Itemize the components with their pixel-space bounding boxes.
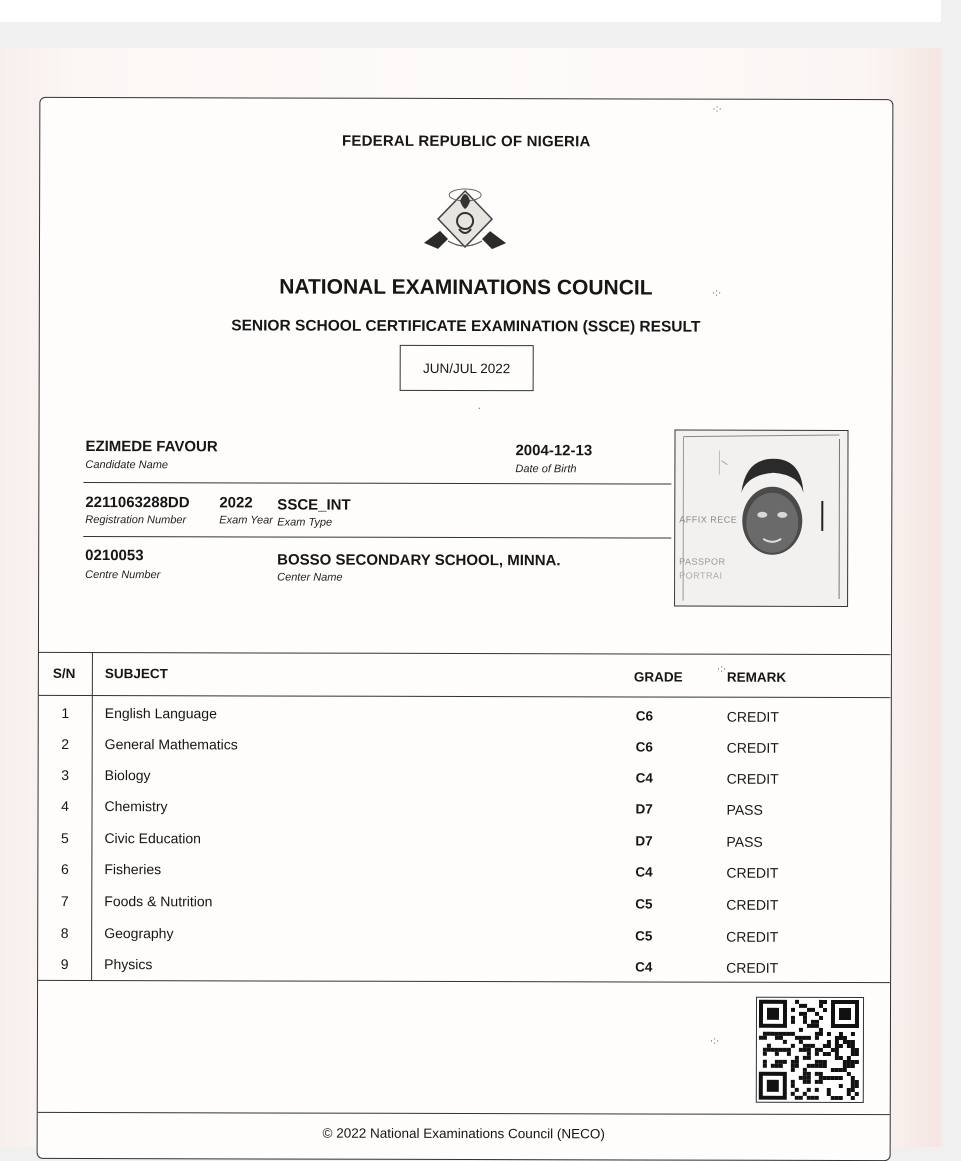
row-remark: CREDIT	[726, 739, 779, 756]
row-sn: 9	[60, 955, 69, 972]
row-subject: Biology	[104, 767, 151, 784]
exam-type: SSCE_INT	[277, 496, 351, 514]
header-sn: S/N	[52, 665, 76, 681]
row-grade: C4	[635, 770, 653, 786]
centre-number: 0210053	[85, 547, 144, 565]
table-row	[39, 736, 891, 769]
row-sn: 3	[61, 766, 70, 783]
row-remark: CREDIT	[726, 959, 779, 976]
header-grade: GRADE	[633, 669, 683, 685]
header-subject: SUBJECT	[104, 666, 168, 682]
row-subject: Fisheries	[104, 861, 162, 878]
table-row	[39, 767, 891, 800]
row-subject: General Mathematics	[104, 736, 238, 753]
centre-number-label: Centre Number	[85, 569, 161, 582]
copyright-text: © 2022 National Examinations Council (NECO)	[322, 1125, 605, 1142]
photo-stamp-line: PORTRAI	[679, 570, 723, 581]
row-remark: CREDIT	[726, 928, 779, 945]
row-remark: PASS	[726, 833, 763, 850]
exam-type-label: Exam Type	[277, 516, 333, 529]
exam-session: JUN/JUL 2022	[423, 360, 511, 376]
table-header-border	[39, 695, 891, 698]
table-row	[38, 798, 890, 831]
row-remark: CREDIT	[726, 896, 779, 913]
row-sn: 2	[61, 735, 70, 752]
divider	[83, 536, 671, 539]
table-row	[38, 925, 890, 958]
row-remark: CREDIT	[726, 770, 779, 787]
date-of-birth: 2004-12-13	[515, 442, 593, 460]
row-grade: C5	[635, 896, 653, 912]
exam-year: 2022	[219, 494, 253, 512]
row-grade: D7	[635, 833, 653, 849]
table-row	[38, 830, 890, 863]
row-subject: Civic Education	[104, 830, 201, 847]
photo-stamp-line: PASSPOR	[679, 556, 726, 567]
row-grade: C4	[635, 959, 653, 975]
registration-number-label: Registration Number	[85, 514, 187, 527]
centre-name: BOSSO SECONDARY SCHOOL, MINNA.	[277, 551, 561, 570]
row-sn: 1	[61, 704, 70, 721]
council-title: NATIONAL EXAMINATIONS COUNCIL	[279, 275, 653, 300]
table-row	[38, 893, 890, 926]
table-row	[38, 956, 890, 989]
passport-photo	[674, 430, 848, 607]
row-sn: 7	[60, 892, 69, 909]
row-remark: CREDIT	[726, 864, 779, 881]
top-strip	[0, 0, 941, 22]
row-sn: 6	[60, 860, 69, 877]
row-grade: C6	[635, 708, 654, 724]
row-grade: C4	[635, 864, 653, 880]
row-grade: D7	[635, 801, 653, 817]
row-subject: Physics	[104, 956, 153, 973]
exam-title: SENIOR SCHOOL CERTIFICATE EXAMINATION (SSCE) RESULT	[231, 317, 701, 336]
row-grade: C5	[635, 928, 653, 944]
neco-logo-icon	[420, 179, 510, 257]
row-remark: PASS	[726, 801, 763, 818]
exam-year-label: Exam Year	[219, 514, 273, 527]
row-sn: 4	[61, 797, 69, 814]
result-document: FEDERAL REPUBLIC OF NIGERIA NATIONAL EXAMINATIONS COUNCIL SENIOR SCHOOL CERTIFICATE EXAMINATION (SSCE) RESULT JUN/JUL 2022 EZIMEDE FAVOUR Candidate Name 2004-12-13 Date of Birth 2211063288DD Registration Number 2022 Exam Year SSCE_INT Exam Type 0210053 Centre Number BOSSO SECONDARY SCHOOL, MINNA. Center Name AFFIX RECE PASSPOR PORTRAI S/N SUBJECT GRADE REMARK 1 English Language C6 CREDIT 2 General Mathematics C6 CREDIT 3 Biology C4 CREDIT 4 Chemistry D7 PASS 5 Civic Education D7 PASS 6 Fisheries C4 CREDIT 7 Foods & Nutrition C5 CREDIT 8 Geography C5 CREDIT 9 Physics C4 CREDIT © 2022 National Examinations Council (NECO) ·:· ·:· ·:· · ·:·	[37, 97, 894, 1161]
centre-name-label: Center Name	[277, 571, 343, 584]
table-row	[38, 861, 890, 894]
candidate-name: EZIMEDE FAVOUR	[85, 438, 218, 456]
country-heading: FEDERAL REPUBLIC OF NIGERIA	[342, 132, 591, 151]
candidate-name-label: Candidate Name	[85, 459, 169, 472]
table-row	[39, 705, 891, 738]
qr-code-icon	[756, 997, 864, 1103]
row-subject: Chemistry	[104, 798, 168, 815]
row-grade: C6	[635, 739, 653, 755]
date-of-birth-label: Date of Birth	[515, 463, 577, 476]
row-sn: 8	[60, 924, 69, 941]
registration-number: 2211063288DD	[85, 494, 190, 512]
row-subject: Foods & Nutrition	[104, 893, 213, 910]
row-subject: Geography	[104, 925, 174, 942]
table-top-border	[39, 652, 891, 655]
row-remark: CREDIT	[726, 708, 779, 725]
divider	[83, 482, 671, 485]
row-subject: English Language	[104, 705, 217, 722]
photo-stamp-line: AFFIX RECE	[679, 514, 738, 525]
header-remark: REMARK	[726, 669, 787, 685]
footer-divider	[38, 1112, 890, 1115]
row-sn: 5	[61, 829, 69, 846]
exam-session-box	[400, 345, 534, 391]
